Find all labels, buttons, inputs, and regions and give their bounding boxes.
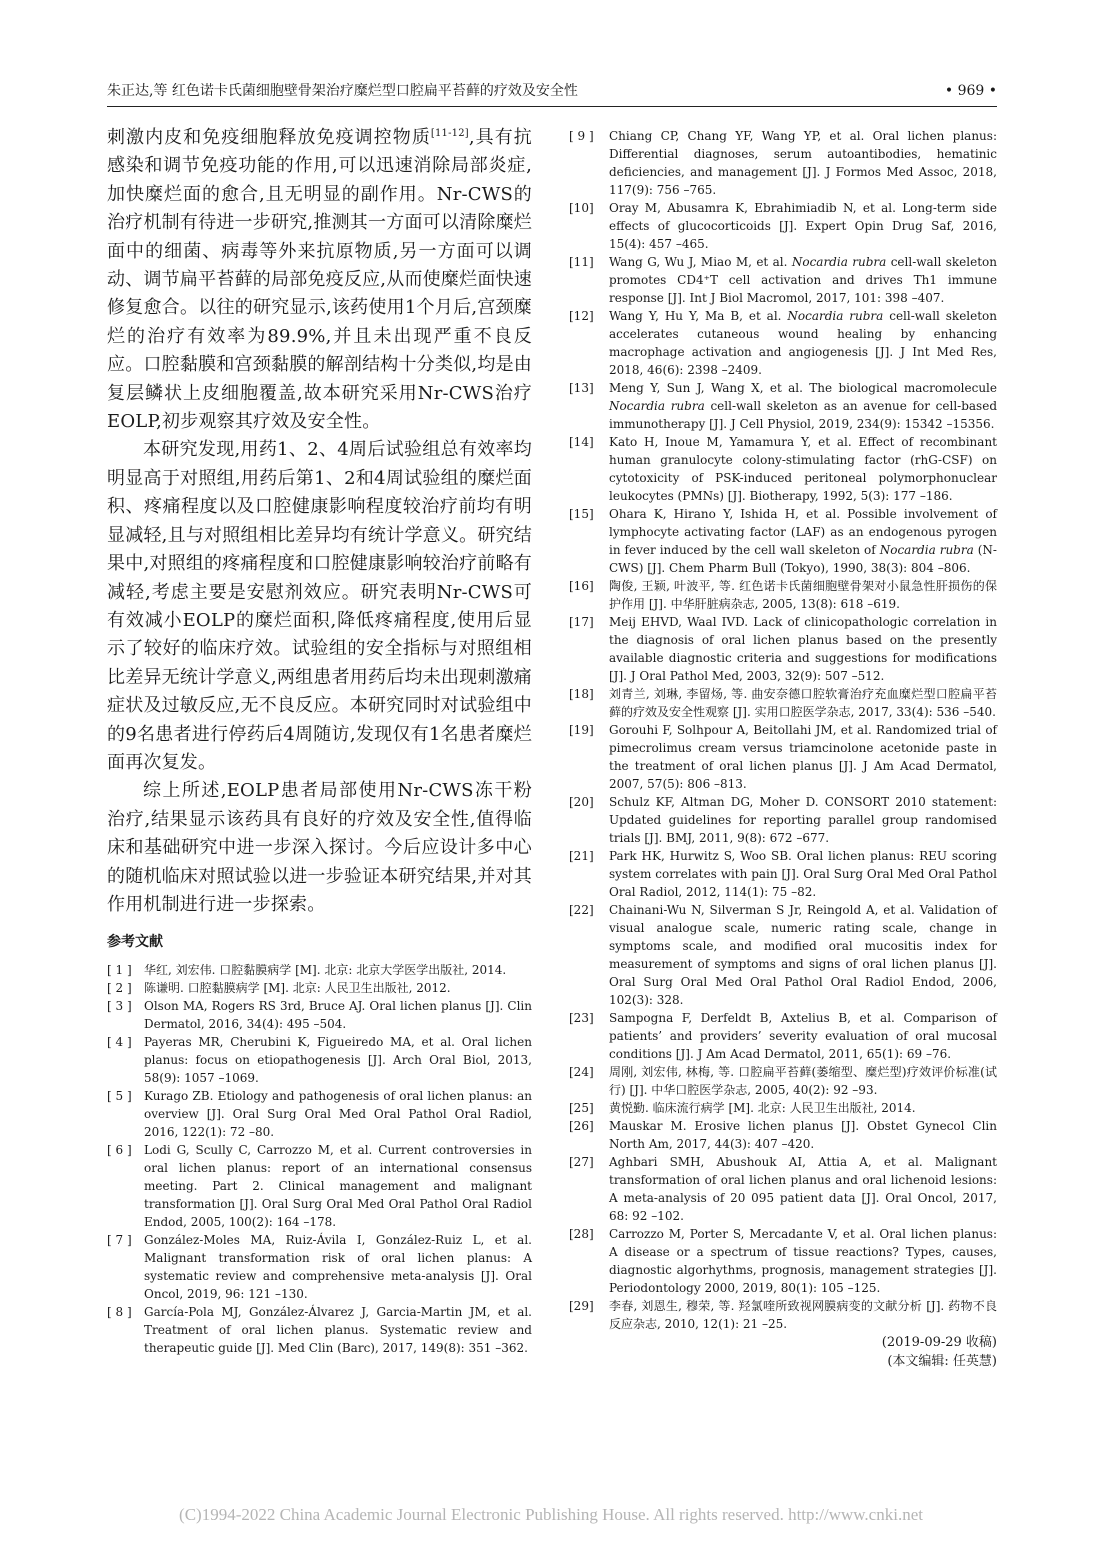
running-title: 朱正达,等 红色诺卡氏菌细胞壁骨架治疗糜烂型口腔扁平苔藓的疗效及安全性 xyxy=(107,83,578,99)
body-paragraph-3: 综上所述,EOLP患者局部使用Nr-CWS冻干粉治疗,结果显示该药具有良好的疗效及安全性,值得临床和基础研究中进一步深入探讨。今后应设计多中心的随机临床对照试验以进一步验证本研究结果,并对其作用机制进行进一步探索。 xyxy=(107,780,532,915)
reference-number: [29] xyxy=(569,1299,594,1313)
reference-item xyxy=(107,1087,532,1141)
reference-number: [20] xyxy=(569,795,594,809)
reference-text: Meng Y, Sun J, Wang X, et al. The biological macromolecule xyxy=(609,381,997,395)
reference-item xyxy=(569,253,997,307)
reference-text: 周刚, 刘宏伟, 林梅, 等. 口腔扁平苔藓(萎缩型、糜烂型)疗效评价标准(试行) [J]. 中华口腔医学杂志, 2005, 40(2): 92 –93. xyxy=(609,1065,997,1097)
reference-item xyxy=(107,1231,532,1303)
reference-species-italic: Nocardia rubra xyxy=(787,309,884,323)
reference-species-italic: Nocardia rubra xyxy=(791,255,887,269)
reference-text: 李春, 刘恩生, 穆荣, 等. 羟氯喹所致视网膜病变的文献分析 [J]. 药物不良反应杂志, 2010, 12(1): 21 –25. xyxy=(609,1299,997,1331)
reference-item xyxy=(569,685,997,721)
reference-number: [ 6 ] xyxy=(107,1143,132,1158)
reference-text: Schulz KF, Altman DG, Moher D. CONSORT 2010 statement: Updated guidelines for reporting parallel group randomised trials [J]. BMJ, 2011, 9(8): 672 –677. xyxy=(609,795,997,845)
reference-text: Wang Y, Hu Y, Ma B, et al. xyxy=(609,309,788,323)
body-paragraph-1 xyxy=(107,124,532,436)
reference-item xyxy=(569,1153,997,1225)
reference-text: González-Moles MA, Ruiz-Ávila I, González-Ruiz L, et al. Malignant transformation risk of oral lichen planus: A systematic review and comprehensive meta-analysis [J]. Oral Oncol, 2019, 96: 121 –130. xyxy=(144,1233,532,1302)
reference-text: 华红, 刘宏伟. 口腔黏膜病学 [M]. 北京: 北京大学医学出版社, 2014. xyxy=(144,963,507,978)
reference-item xyxy=(569,847,997,901)
right-column xyxy=(569,127,997,1371)
received-date: (2019-09-29 收稿) xyxy=(881,1335,997,1350)
reference-number: [12] xyxy=(569,309,594,323)
reference-number: [10] xyxy=(569,201,594,215)
paragraph-text: 刺激内皮和免疫细胞释放免疫调控物质 xyxy=(107,127,431,148)
reference-text: cell-wall skeleton as an avenue for cell-based immunotherapy [J]. J Cell Physiol, 2019, 234(9): 15342 –15356. xyxy=(609,399,997,431)
reference-number: [ 3 ] xyxy=(107,999,132,1014)
reference-item xyxy=(107,1033,532,1087)
reference-item xyxy=(569,721,997,793)
reference-number: [26] xyxy=(569,1119,594,1133)
reference-text: Mauskar M. Erosive lichen planus [J]. Obstet Gynecol Clin North Am, 2017, 44(3): 407 –420. xyxy=(609,1119,997,1151)
reference-item xyxy=(107,1303,532,1357)
reference-species-italic: Nocardia rubra xyxy=(879,543,974,557)
reference-text: Wang G, Wu J, Miao M, et al. xyxy=(609,255,792,269)
reference-item xyxy=(569,1297,997,1333)
running-header xyxy=(107,80,997,102)
reference-item xyxy=(569,1099,997,1117)
reference-item xyxy=(569,901,997,1009)
reference-item xyxy=(569,613,997,685)
copyright-footer: (C)1994-2022 China Academic Journal Electronic Publishing House. All rights reserved. http://www.cnki.net xyxy=(179,1505,923,1524)
reference-number: [ 9 ] xyxy=(569,129,594,143)
reference-text: García-Pola MJ, González-Álvarez J, Garcia-Martin JM, et al. Treatment of oral lichen planus. Systematic review and therapeutic guide [J]. Med Clin (Barc), 2017, 149(8): 351 –362. xyxy=(144,1305,532,1356)
reference-text: Sampogna F, Derfeldt B, Axtelius B, et al. Comparison of patients’ and providers’ severity evaluation of oral mucosal conditions [J]. J Am Acad Dermatol, 2011, 65(1): 69 –76. xyxy=(609,1011,997,1061)
reference-item xyxy=(569,433,997,505)
reference-text: Lodi G, Scully C, Carrozzo M, et al. Current controversies in oral lichen planus: report of an international consensus meeting. Part 2. Clinical management and malignant transformation [J]. Oral Surg Oral Med Oral Pathol Oral Radiol Endod, 2005, 100(2): 164 –178. xyxy=(144,1143,532,1230)
reference-text: (N-CWS) [J]. Chem Pharm Bull (Tokyo), 1990, 38(3): 804 –806. xyxy=(609,543,997,575)
references-list-right xyxy=(569,127,997,1333)
references-heading: 参考文献 xyxy=(107,934,163,951)
reference-text: 刘青兰, 刘琳, 李留炀, 等. 曲安奈德口腔软膏治疗充血糜烂型口腔扁平苔藓的疗效及安全性观察 [J]. 实用口腔医学杂志, 2017, 33(4): 536 –540. xyxy=(609,687,997,719)
citation-superscript: [11-12] xyxy=(430,128,469,139)
reference-text: Payeras MR, Cherubini K, Figueiredo MA, et al. Oral lichen planus: focus on etiopathogenesis [J]. Arch Oral Biol, 2013, 58(9): 1057 –1069. xyxy=(144,1035,532,1086)
reference-item xyxy=(569,127,997,199)
reference-item xyxy=(569,1117,997,1153)
reference-text: cell-wall skeleton accelerates cutaneous wound healing by enhancing macrophage activation and angiogenesis [J]. J Int Med Res, 2018, 46(6): 2398 –2409. xyxy=(609,309,998,377)
reference-text: 陶俊, 王颖, 叶波平, 等. 红色诺卡氏菌细胞壁骨架对小鼠急性肝损伤的保护作用 [J]. 中华肝脏病杂志, 2005, 13(8): 618 –619. xyxy=(609,579,997,611)
reference-text: Chiang CP, Chang YF, Wang YP, et al. Oral lichen planus: Differential diagnoses, serum autoantibodies, hematinic deficiencies, and management [J]. J Formos Med Assoc, 2018, 117(9): 756 –765. xyxy=(609,129,997,197)
reference-text: Park HK, Hurwitz S, Woo SB. Oral lichen planus: REU scoring system correlates with pain [J]. Oral Surg Oral Med Oral Pathol Oral Radiol, 2012, 114(1): 75 –82. xyxy=(609,849,997,899)
reference-number: [27] xyxy=(569,1155,594,1169)
reference-number: [18] xyxy=(569,687,594,701)
reference-text: Carrozzo M, Porter S, Mercadante V, et al. Oral lichen planus: A disease or a spectrum of tissue reactions? Types, causes, diagnostic algorhythms, prognosis, management strategies [J]. Periodontology 2000, 2019, 80(1): 105 –125. xyxy=(609,1227,997,1295)
references-list-left xyxy=(107,961,532,1357)
reference-text: Chainani-Wu N, Silverman S Jr, Reingold A, et al. Validation of visual analogue scale, numeric rating scale, change in symptoms scale, and modified oral mucositis index for measurement of symptoms and signs of oral lichen planus [J]. Oral Surg Oral Med Oral Pathol Oral Radiol Endod, 2006, 102(3): 328. xyxy=(609,903,997,1007)
reference-item xyxy=(569,793,997,847)
reference-text: Gorouhi F, Solhpour A, Beitollahi JM, et al. Randomized trial of pimecrolimus cream versus triamcinolone acetonide paste in the treatment of oral lichen planus [J]. J Am Acad Dermatol, 2007, 57(5): 806 –813. xyxy=(609,723,997,791)
reference-item xyxy=(569,1063,997,1099)
reference-item xyxy=(569,307,997,379)
reference-number: [25] xyxy=(569,1101,594,1115)
reference-item xyxy=(569,505,997,577)
reference-text: Kurago ZB. Etiology and pathogenesis of oral lichen planus: an overview [J]. Oral Surg Oral Med Oral Pathol Oral Radiol, 2016, 122(1): 72 –80. xyxy=(144,1089,532,1140)
reference-item xyxy=(107,997,532,1033)
reference-text: Kato H, Inoue M, Yamamura Y, et al. Effect of recombinant human granulocyte colony-stimulating factor (rhG-CSF) on cytotoxicity of PSK-induced peritoneal polymorphonuclear leukocytes (PMNs) [J]. Biotherapy, 1992, 5(3): 177 –186. xyxy=(609,435,997,503)
reference-item xyxy=(569,577,997,613)
reference-number: [11] xyxy=(569,255,594,269)
header-rule xyxy=(107,106,997,107)
reference-number: [28] xyxy=(569,1227,594,1241)
reference-item xyxy=(107,979,532,997)
reference-item xyxy=(569,1009,997,1063)
reference-text: 黄悦勤. 临床流行病学 [M]. 北京: 人民卫生出版社, 2014. xyxy=(609,1101,916,1115)
reference-species-italic: Nocardia rubra xyxy=(609,399,705,413)
reference-number: [24] xyxy=(569,1065,594,1079)
left-column xyxy=(107,124,532,1357)
reference-text: Aghbari SMH, Abushouk AI, Attia A, et al. Malignant transformation of oral lichen planus and oral lichenoid lesions: A meta-analysis of 20 095 patient data [J]. Oral Oncol, 2017, 68: 92 –102. xyxy=(609,1155,997,1223)
reference-number: [22] xyxy=(569,903,594,917)
reference-number: [ 2 ] xyxy=(107,981,132,996)
reference-text: cell-wall skeleton promotes CD4⁺T cell activation and drives Th1 immune response [J]. Int J Biol Macromol, 2017, 101: 398 –407. xyxy=(609,255,997,305)
editor-note: (本文编辑: 任英慧) xyxy=(887,1354,997,1369)
reference-number: [15] xyxy=(569,507,594,521)
reference-number: [14] xyxy=(569,435,594,449)
paragraph-text: ,具有抗感染和调节免疫功能的作用,可以迅速消除局部炎症,加快糜烂面的愈合,且无明显的副作用。Nr-CWS的治疗机制有待进一步研究,推测其一方面可以清除糜烂面中的细菌、病毒等外来抗原物质,另一方面可以调动、调节扁平苔藓的局部免疫反应,从而使糜烂面快速修复愈合。以往的研究显示,该药使用1个月后,宫颈糜烂的治疗有效率为89.9%,并且未出现严重不良反应。口腔黏膜和宫颈黏膜的解剖结构十分类似,均是由复层鳞状上皮细胞覆盖,故本研究采用Nr-CWS治疗EOLP,初步观察其疗效及安全性。 xyxy=(107,127,532,433)
reference-item xyxy=(569,379,997,433)
reference-number: [19] xyxy=(569,723,594,737)
reference-item xyxy=(569,199,997,253)
reference-number: [ 4 ] xyxy=(107,1035,132,1050)
reference-item xyxy=(107,961,532,979)
page-number: • 969 • xyxy=(944,83,997,99)
body-paragraph-2: 本研究发现,用药1、2、4周后试验组总有效率均明显高于对照组,用药后第1、2和4周试验组的糜烂面积、疼痛程度以及口腔健康影响程度较治疗前均有明显减轻,且与对照组相比差异均有统计学意义。研究结果中,对照组的疼痛程度和口腔健康影响较治疗前略有减轻,考虑主要是安慰剂效应。研究表明Nr-CWS可有效减小EOLP的糜烂面积,降低疼痛程度,使用后显示了较好的临床疗效。试验组的安全指标与对照组相比差异无统计学意义,两组患者用药后均未出现刺激痛症状及过敏反应,无不良反应。本研究同时对试验组中的9名患者进行停药后4周随访,发现仅有1名患者糜烂面再次复发。 xyxy=(107,439,532,773)
reference-text: Olson MA, Rogers RS 3rd, Bruce AJ. Oral lichen planus [J]. Clin Dermatol, 2016, 34(4): 495 –504. xyxy=(144,999,532,1032)
reference-number: [ 7 ] xyxy=(107,1233,132,1248)
reference-number: [ 1 ] xyxy=(107,963,132,978)
reference-number: [ 8 ] xyxy=(107,1305,132,1320)
reference-number: [17] xyxy=(569,615,594,629)
reference-number: [13] xyxy=(569,381,594,395)
reference-number: [ 5 ] xyxy=(107,1089,132,1104)
reference-number: [16] xyxy=(569,579,594,593)
reference-item xyxy=(569,1225,997,1297)
reference-text: 陈谦明. 口腔黏膜病学 [M]. 北京: 人民卫生出版社, 2012. xyxy=(144,981,451,996)
reference-text: Meij EHVD, Waal IVD. Lack of clinicopathologic correlation in the diagnosis of oral lichen planus based on the presently available diagnostic criteria and suggestions for modifications [J]. J Oral Pathol Med, 2003, 32(9): 507 –512. xyxy=(609,615,997,683)
reference-number: [23] xyxy=(569,1011,594,1025)
reference-text: Oray M, Abusamra K, Ebrahimiadib N, et al. Long-term side effects of glucocorticoids [J]. Expert Opin Drug Saf, 2016, 15(4): 457 –465. xyxy=(609,201,997,251)
reference-number: [21] xyxy=(569,849,594,863)
reference-text: Ohara K, Hirano Y, Ishida H, et al. Possible involvement of lymphocyte activating factor (LAF) as an endogenous pyrogen in fever induced by the cell wall skeleton of xyxy=(609,507,997,557)
reference-item xyxy=(107,1141,532,1231)
